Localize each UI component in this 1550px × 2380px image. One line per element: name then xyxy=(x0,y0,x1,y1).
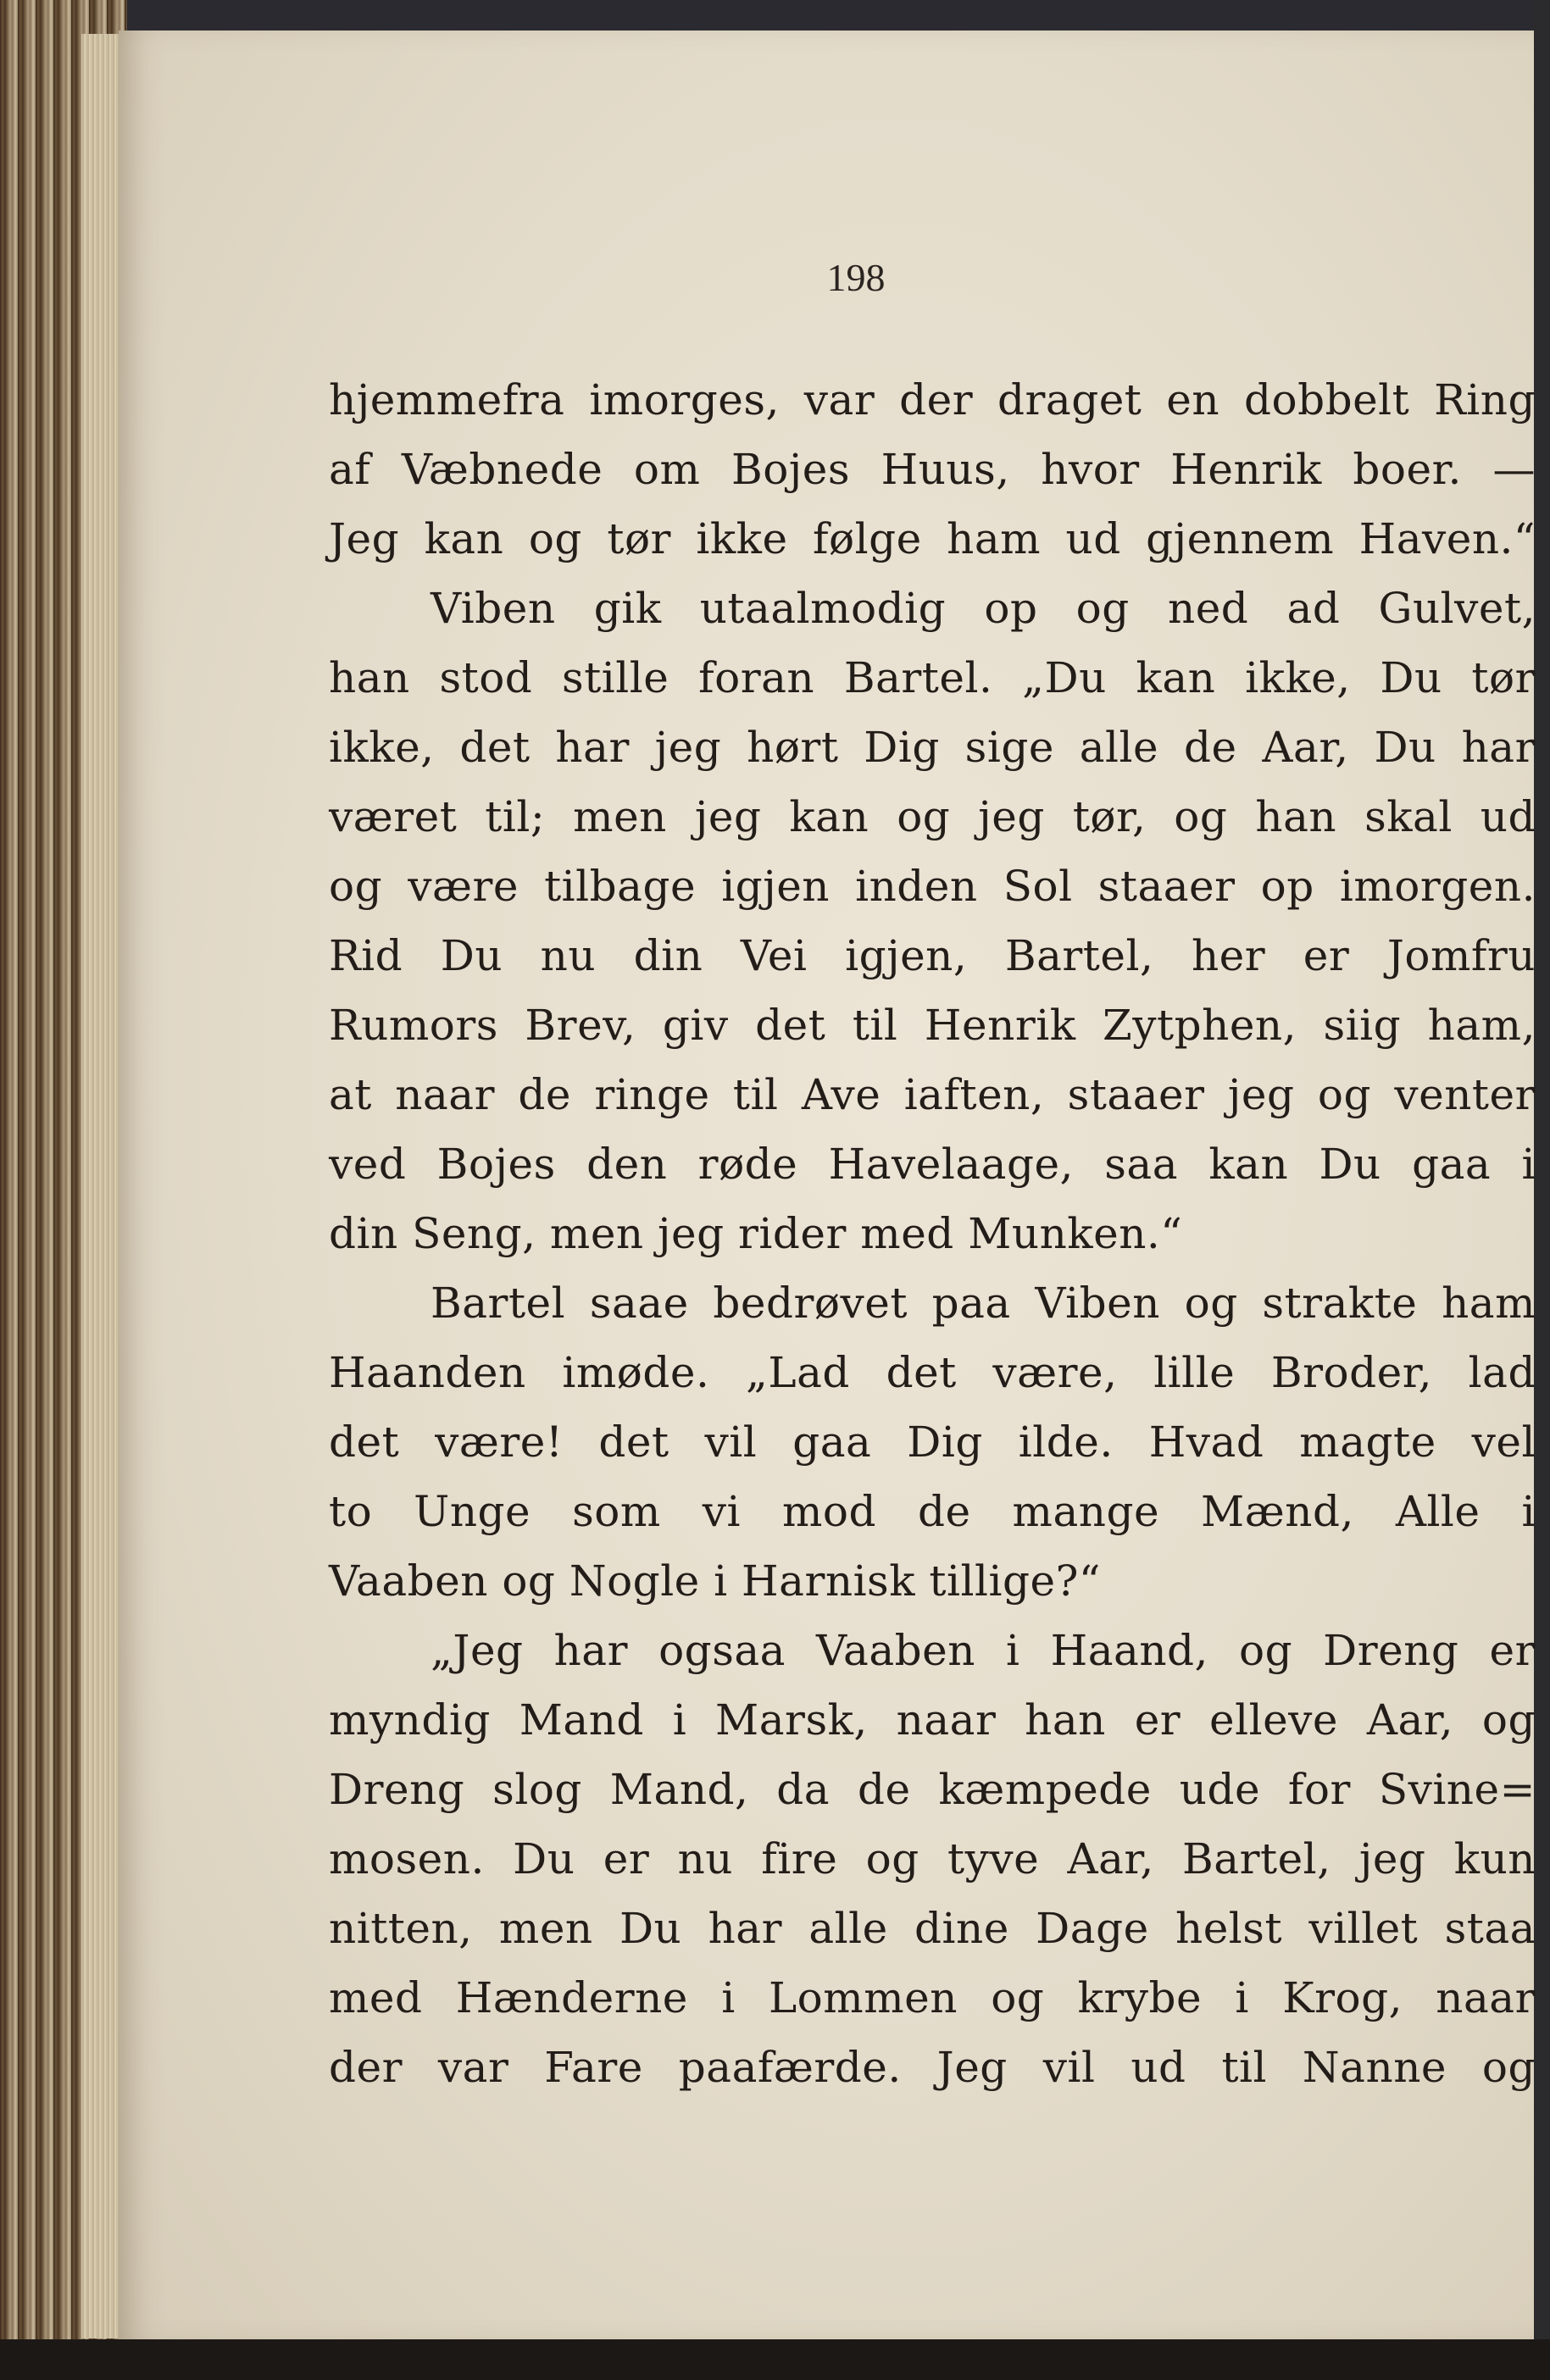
text-line: at naar de ringe til Ave iaften, staaer jeg og venter xyxy=(329,1070,1536,1119)
right-background xyxy=(1533,0,1550,2380)
top-background xyxy=(127,0,1550,34)
text-line: din Seng, men jeg rider med Munken.“ xyxy=(329,1209,1183,1258)
text-line: ikke, det har jeg hørt Dig sige alle de Aar, Du har xyxy=(329,723,1536,772)
book-page xyxy=(119,31,1534,2340)
text-line: været til; men jeg kan og jeg tør, og han skal ud xyxy=(329,792,1536,841)
text-line: Viben gik utaalmodig op og ned ad Gulvet, xyxy=(431,584,1536,633)
text-line: hjemmefra imorges, var der draget en dobbelt Ring xyxy=(329,375,1536,424)
text-line: Vaaben og Nogle i Harnisk tillige?“ xyxy=(329,1556,1101,1606)
text-line: Rumors Brev, giv det til Henrik Zytphen, siig ham, xyxy=(329,1001,1536,1050)
page-number: 198 xyxy=(826,256,886,299)
text-line: der var Fare paafærde. Jeg vil ud til Nanne og xyxy=(329,2043,1536,2092)
text-line: myndig Mand i Marsk, naar han er elleve Aar, og xyxy=(329,1695,1536,1745)
bottom-background xyxy=(0,2339,1550,2380)
text-line: og være tilbage igjen inden Sol staaer op imorgen. xyxy=(329,862,1536,911)
text-line: nitten, men Du har alle dine Dage helst villet staa xyxy=(329,1904,1536,1953)
text-line: med Hænderne i Lommen og krybe i Krog, naar xyxy=(329,1973,1536,2022)
text-line: det være! det vil gaa Dig ilde. Hvad magte vel xyxy=(329,1417,1536,1467)
text-line: Rid Du nu din Vei igjen, Bartel, her er Jomfru xyxy=(329,931,1536,980)
text-line: Dreng slog Mand, da de kæmpede ude for Svine= xyxy=(329,1765,1536,1814)
text-line: mosen. Du er nu fire og tyve Aar, Bartel, jeg kun xyxy=(329,1834,1536,1883)
text-line: Jeg kan og tør ikke følge ham ud gjennem Haven.“ xyxy=(329,514,1536,563)
text-line: Bartel saae bedrøvet paa Viben og strakte ham xyxy=(431,1279,1536,1328)
page-stack xyxy=(81,34,124,2338)
text-line: af Væbnede om Bojes Huus, hvor Henrik boer. — xyxy=(329,445,1536,494)
text-line: han stod stille foran Bartel. „Du kan ikke, Du tør xyxy=(329,653,1536,702)
text-line: to Unge som vi mod de mange Mænd, Alle i xyxy=(329,1487,1536,1536)
text-line: ved Bojes den røde Havelaage, saa kan Du gaa i xyxy=(329,1140,1536,1189)
text-line: Haanden imøde. „Lad det være, lille Broder, lad xyxy=(329,1348,1536,1397)
book-page-edges xyxy=(0,0,127,2380)
text-line: „Jeg har ogsaa Vaaben i Haand, og Dreng er xyxy=(431,1626,1536,1675)
body-text xyxy=(329,365,1536,2102)
